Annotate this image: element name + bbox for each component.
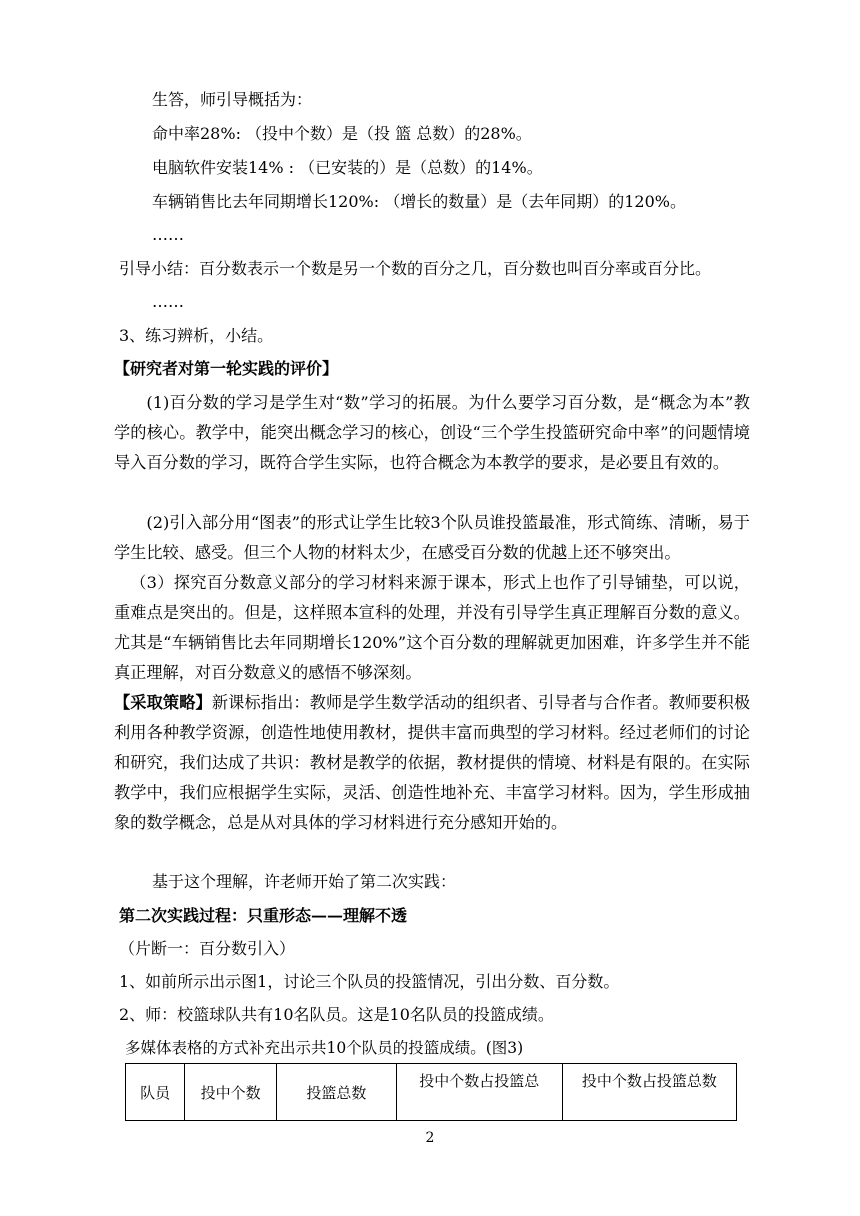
page-number: 2 <box>425 1130 435 1146</box>
ellipsis: …… <box>152 225 184 244</box>
text-line: 2、师：校篮球队共有10名队员。这是10名队员的投篮成绩。 <box>119 1005 554 1024</box>
text-line: 3、练习辨析，小结。 <box>119 326 274 345</box>
evaluation-paragraph-1: (1)百分数的学习是学生对“数”学习的拓展。为什么要学习百分数，是“概念为本”教学的核心。教学中，能突出概念学习的核心，创设“三个学生投篮研究命中率”的问题情境导入百分数的学习，既符合学生实际，也符合概念为本教学的要求，是必要且有效的。 <box>114 393 750 472</box>
fragment-label: （片断一：百分数引入） <box>119 939 296 958</box>
evaluation-paragraph-3: （3）探究百分数意义部分的学习材料来源于课本，形式上也作了引导铺垫，可以说，重难点是突出的。但是，这样照本宣科的处理，并没有引导学生真正理解百分数的意义。尤其是“车辆销售比去年同期增长120%”这个百分数的理解就更加困难，许多学生并不能真正理解，对百分数意义的感悟不够深刻。 <box>114 573 750 682</box>
table-header-cell: 队员 <box>126 1064 185 1121</box>
text-line: 引导小结：百分数表示一个数是另一个数的百分之几，百分数也叫百分率或百分比。 <box>119 259 712 278</box>
score-table <box>125 1063 737 1121</box>
table-header-cell: 投中个数占投篮总 <box>396 1064 562 1121</box>
text-line: 生答，师引导概括为： <box>152 90 313 109</box>
text-line: 电脑软件安装14% : （已安装的）是（总数）的14%。 <box>152 158 543 177</box>
evaluation-paragraph-2: (2)引入部分用“图表”的形式让学生比较3个队员谁投篮最准，形式简练、清晰，易于学生比较、感受。但三个人物的材料太少，在感受百分数的优越上还不够突出。 <box>114 513 750 562</box>
strategy-body: 新课标指出：教师是学生数学活动的组织者、引导者与合作者。教师要积极利用各种教学资源，创造性地使用教材，提供丰富而典型的学习材料。经过老师们的讨论和研究，我们达成了共识：教材是教学的依据，教材提供的情境、材料是有限的。在实际教学中，我们应根据学生实际，灵活、创造性地补充、丰富学习材料。因为，学生形成抽象的数学概念，总是从对具体的学习材料进行充分感知开始的。 <box>114 693 751 832</box>
text-line: 1、如前所示出示图1，讨论三个队员的投篮情况，引出分数、百分数。 <box>119 972 620 991</box>
text-line: 车辆销售比去年同期增长120%: （增长的数量）是（去年同期）的120%。 <box>152 192 686 211</box>
text-line: 命中率28%: （投中个数）是（投 篮 总数）的28%。 <box>152 124 532 143</box>
section-heading: 第二次实践过程：只重形态——理解不透 <box>119 906 408 925</box>
table-header-cell: 投中个数 <box>185 1064 277 1121</box>
strategy-paragraph <box>114 688 750 838</box>
table-header-cell: 投中个数占投篮总数 <box>562 1064 736 1121</box>
table-header-row <box>126 1064 737 1121</box>
strategy-heading: 【采取策略】 <box>114 693 212 712</box>
text-line: 多媒体表格的方式补充出示共10个队员的投篮成绩。(图3) <box>125 1039 524 1057</box>
table-header-cell: 投篮总数 <box>276 1064 396 1121</box>
text-line: 基于这个理解，许老师开始了第二次实践： <box>152 872 457 891</box>
ellipsis: …… <box>152 292 184 311</box>
evaluation-heading: 【研究者对第一轮实践的评价】 <box>114 359 339 378</box>
